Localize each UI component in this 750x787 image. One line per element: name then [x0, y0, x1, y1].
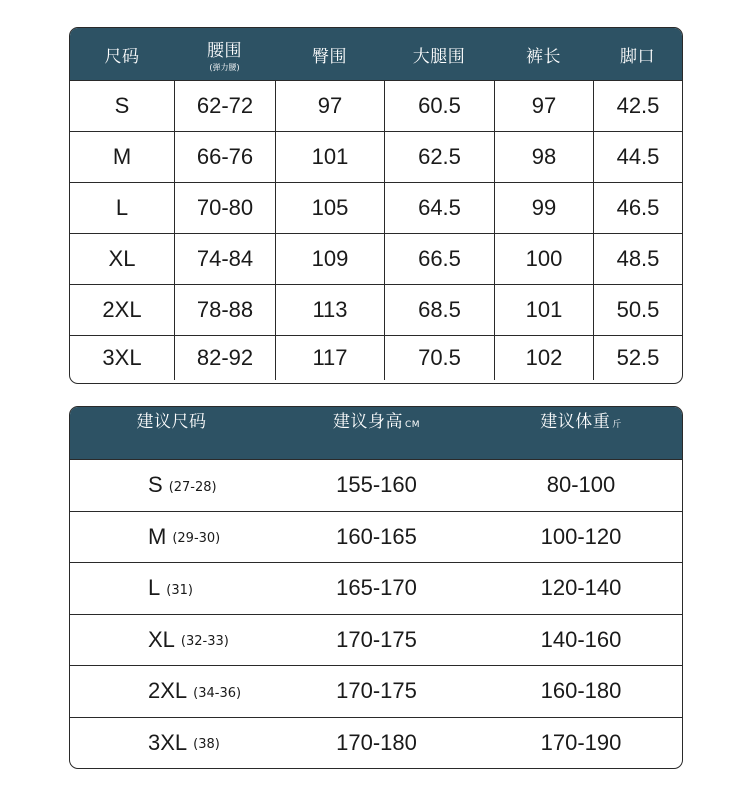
- cell-waist: 78-88: [174, 285, 275, 335]
- cell-length: 99: [494, 183, 593, 233]
- cell-length: 97: [494, 81, 593, 131]
- cell-recommended-weight: 80-100: [546, 472, 616, 498]
- cell-recommended-size: [70, 666, 273, 717]
- size-label: 2XL: [148, 678, 188, 704]
- cell-waist: 82-92: [174, 336, 275, 380]
- cell-size: 2XL: [102, 297, 142, 322]
- cell-recommended-weight: 160-180: [540, 678, 622, 704]
- cell-size: XL: [108, 246, 136, 271]
- cell-thigh: 70.5: [384, 336, 494, 380]
- cell-hip: 113: [275, 285, 384, 335]
- cell-hem: 52.5: [593, 336, 682, 380]
- cell-thigh: 68.5: [384, 285, 494, 335]
- cell-recommended-height: 160-165: [336, 523, 417, 549]
- header-recommended-height: 建议身高 CM: [332, 412, 421, 432]
- cell-hem: 50.5: [593, 285, 682, 335]
- cell-waist: 74-84: [174, 234, 275, 284]
- table-row: [70, 131, 682, 182]
- cell-recommended-weight: 170-190: [540, 729, 622, 755]
- cell-size: M: [112, 144, 132, 169]
- size-chart-table: [69, 27, 683, 384]
- header-length: 裤长: [526, 46, 561, 67]
- cell-thigh: 66.5: [384, 234, 494, 284]
- weight-unit: 斤: [612, 420, 622, 430]
- table-row: [70, 717, 682, 769]
- header-waist: 腰围 (弹力腰): [207, 40, 242, 72]
- cell-hip: 109: [275, 234, 384, 284]
- cell-recommended-height: 155-160: [336, 472, 417, 498]
- cell-hem: 46.5: [593, 183, 682, 233]
- cell-thigh: 62.5: [384, 132, 494, 182]
- cell-recommended-height: 170-180: [336, 729, 417, 755]
- cell-hip: 101: [275, 132, 384, 182]
- cell-waist: 70-80: [174, 183, 275, 233]
- size-label: XL: [148, 626, 175, 652]
- cell-recommended-weight: 140-160: [540, 626, 622, 652]
- cell-thigh: 64.5: [384, 183, 494, 233]
- cell-length: 100: [494, 234, 593, 284]
- cell-recommended-height: 170-175: [336, 678, 417, 704]
- cell-length: 102: [494, 336, 593, 380]
- cell-length: 101: [494, 285, 593, 335]
- table-row: [70, 614, 682, 666]
- header-size: 尺码: [104, 46, 140, 67]
- waist-size-range: (32-33): [180, 634, 229, 650]
- size-label: 3XL: [148, 729, 188, 755]
- table-row: [70, 233, 682, 284]
- waist-size-range: (38): [193, 737, 220, 753]
- cell-recommended-size: [70, 615, 273, 666]
- table-row: [70, 665, 682, 717]
- header-hem: 脚口: [620, 46, 655, 67]
- cell-recommended-size: [70, 460, 273, 511]
- cell-recommended-size: [70, 512, 273, 563]
- cell-hip: 97: [275, 81, 384, 131]
- cell-waist: 66-76: [174, 132, 275, 182]
- cell-length: 98: [494, 132, 593, 182]
- cell-hem: 48.5: [593, 234, 682, 284]
- height-unit: CM: [404, 420, 421, 430]
- header-hip: 臀围: [312, 46, 347, 67]
- header-waist-note: (弹力腰): [209, 62, 240, 72]
- header-recommended-size: 建议尺码: [136, 412, 207, 432]
- header-recommended-weight: 建议体重 斤: [540, 412, 622, 432]
- cell-recommended-weight: 100-120: [540, 523, 622, 549]
- recommendation-header: [70, 407, 682, 459]
- cell-recommended-weight: 120-140: [540, 575, 622, 601]
- table-row: [70, 459, 682, 511]
- cell-size: S: [114, 93, 130, 118]
- header-thigh: 大腿围: [412, 46, 466, 67]
- table-row: [70, 562, 682, 614]
- table-row: [70, 284, 682, 335]
- table-row: [70, 511, 682, 563]
- cell-recommended-size: [70, 718, 273, 769]
- cell-hip: 105: [275, 183, 384, 233]
- cell-waist: 62-72: [174, 81, 275, 131]
- waist-size-range: (31): [166, 582, 193, 598]
- table-row: [70, 182, 682, 233]
- cell-hem: 44.5: [593, 132, 682, 182]
- cell-recommended-height: 170-175: [336, 626, 417, 652]
- size-chart-header: [70, 28, 682, 80]
- cell-recommended-height: 165-170: [336, 575, 417, 601]
- waist-size-range: (29-30): [172, 531, 221, 547]
- cell-size: L: [115, 195, 129, 220]
- size-label: S: [148, 472, 163, 498]
- cell-thigh: 60.5: [384, 81, 494, 131]
- size-label: M: [148, 523, 167, 549]
- size-label: L: [148, 575, 161, 601]
- waist-size-range: (27-28): [168, 479, 217, 495]
- recommendation-table: [69, 406, 683, 769]
- waist-size-range: (34-36): [193, 685, 242, 701]
- table-row: [70, 80, 682, 131]
- cell-recommended-size: [70, 563, 273, 614]
- cell-size: 3XL: [102, 345, 142, 370]
- table-row: [70, 335, 682, 380]
- cell-hip: 117: [275, 336, 384, 380]
- cell-hem: 42.5: [593, 81, 682, 131]
